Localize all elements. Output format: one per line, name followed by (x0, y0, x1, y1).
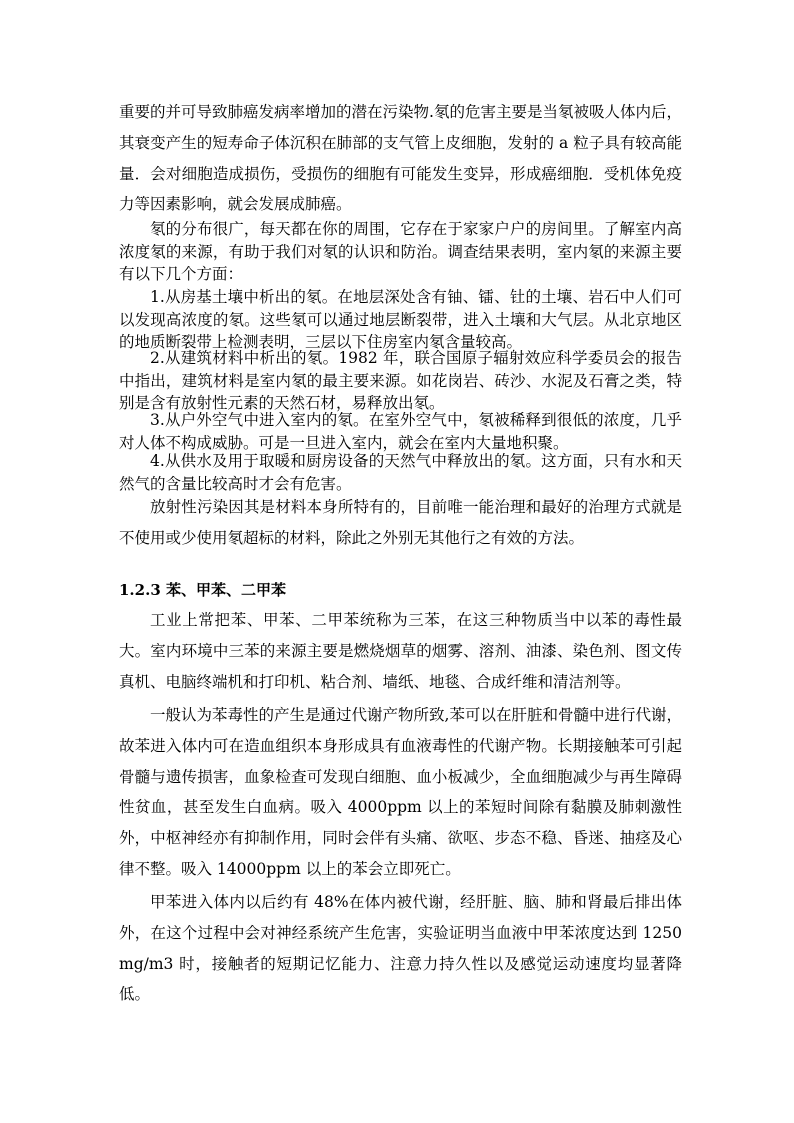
section-heading-benzene: 1.2.3 苯、甲苯、二甲苯 (119, 581, 286, 599)
list-item-radon-building-materials: 2.从建筑材料中析出的氡。1982 年，联合国原子辐射效应科学委员会的报告中指出，建筑材料是室内氡的最主要来源。如花岗岩、砖沙、水泥及石膏之类，特别是含有放射性元素的天然石材，易释放出氡。 (119, 349, 682, 413)
paragraph-radon-remedy: 放射性污染因其是材料本身所特有的，目前唯一能治理和最好的治理方式就是不使用或少使用氡超标的材料，除此之外别无其他行之有效的方法。 (119, 498, 682, 547)
list-item-radon-soil: 1.从房基土壤中析出的氡。在地层深处含有铀、镭、钍的土壤、岩石中人们可以发现高浓度的氡。这些氡可以通过地层断裂带，进入土壤和大气层。从北京地区的地质断裂带上检测表明，三层以下住房室内氡含量较高。 (119, 288, 682, 352)
paragraph-radon-harm: 重要的并可导致肺癌发病率增加的潜在污染物.氡的危害主要是当氡被吸人体内后，其衰变产生的短寿命子体沉积在肺部的支气管上皮细胞，发射的 a 粒子具有较高能量．会对细胞造成损伤，受损伤的细胞有可能发生变异，形成癌细胞．受机体免疫力等因素影响，就会发展成肺癌。 (119, 103, 682, 214)
paragraph-benzene-toxicity: 一般认为苯毒性的产生是通过代谢产物所致,苯可以在肝脏和骨髓中进行代谢，故苯进入体内可在造血组织本身形成具有血液毒性的代谢产物。长期接触苯可引起骨髓与遗传损害，血象检查可发现白细胞、血小板减少，全血细胞减少与再生障碍性贫血，甚至发生白血病。吸入 4000ppm 以上的苯短时间除有黏膜及肺刺激性外，中枢神经亦有抑制作用，同时会伴有头痛、欲呕、步态不稳、昏迷、抽痉及心律不整。吸入 14000ppm 以上的苯会立即死亡。 (119, 706, 682, 878)
list-item-radon-outdoor-air: 3.从户外空气中进入室内的氡。在室外空气中，氡被稀释到很低的浓度，几乎对人体不构成威胁。可是一旦进入室内，就会在室内大量地积聚。 (119, 411, 682, 452)
list-item-radon-water-gas: 4.从供水及用于取暖和厨房设备的天然气中释放出的氡。这方面，只有水和天然气的含量比较高时才会有危害。 (119, 452, 682, 493)
paragraph-toluene: 甲苯进入体内以后约有 48%在体内被代谢，经肝脏、脑、肺和肾最后排出体外，在这个过程中会对神经系统产生危害，实验证明当血液中甲苯浓度达到 1250mg/m3 时，接触者的短期记忆能力、注意力持久性以及感觉运动速度均显著降低。 (119, 893, 682, 1004)
paragraph-radon-distribution: 氡的分布很广，每天都在你的周围，它存在于家家户户的房间里。了解室内高浓度氡的来源，有助于我们对氡的认识和防治。调查结果表明，室内氡的来源主要有以下几个方面： (119, 220, 682, 284)
paragraph-benzene-sources: 工业上常把苯、甲苯、二甲苯统称为三苯，在这三种物质当中以苯的毒性最大。室内环境中三苯的来源主要是燃烧烟草的烟雾、溶剂、油漆、染色剂、图文传真机、电脑终端机和打印机、粘合剂、墙纸、地毯、合成纤维和清洁剂等。 (119, 611, 682, 691)
